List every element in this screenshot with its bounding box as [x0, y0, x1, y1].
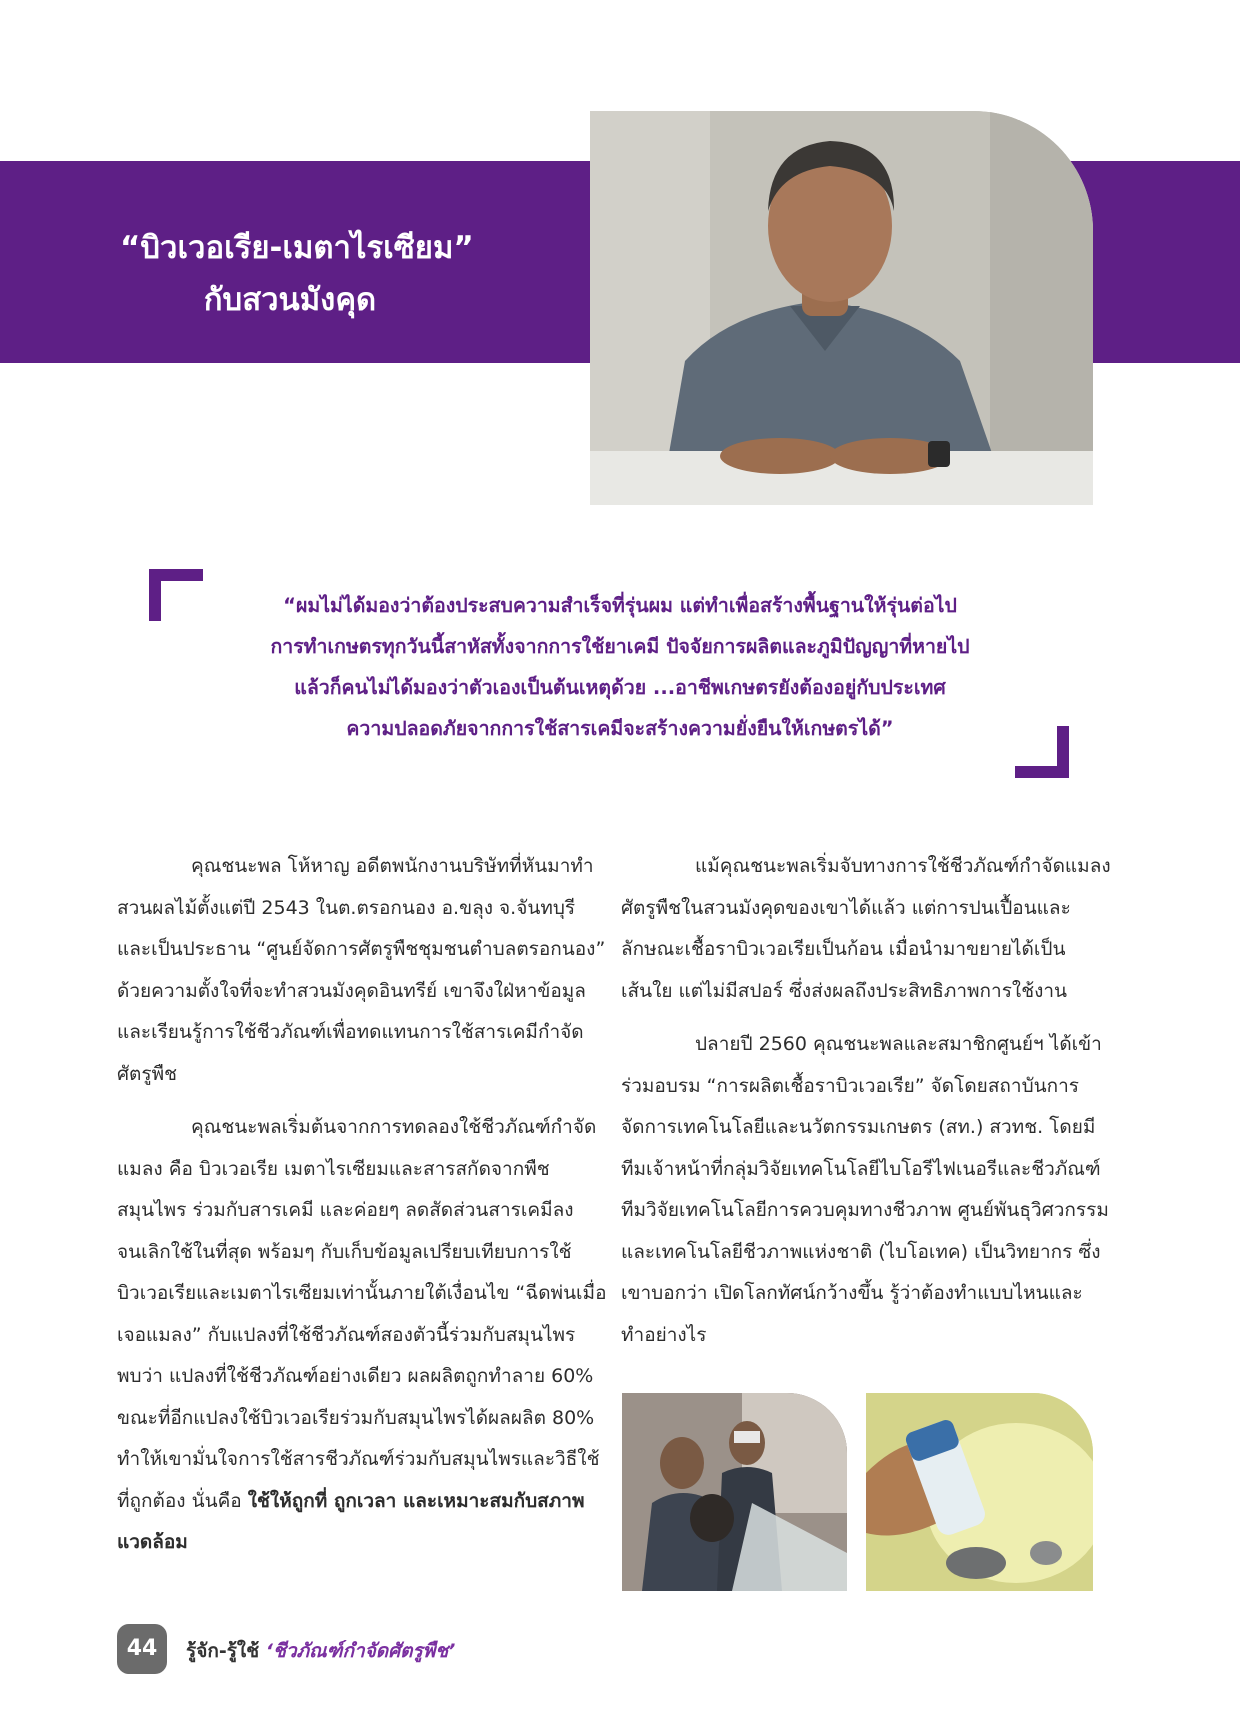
text-line: ด้วยความตั้งใจที่จะทำสวนมังคุดอินทรีย์ เขาจึงใฝ่หาข้อมูล [117, 979, 586, 1002]
text-line: แมลง คือ บิวเวอเรีย เมตาไรเซียมและสารสกัดจากพืช [117, 1157, 550, 1180]
text-line: ทำอย่างไร [621, 1323, 707, 1346]
quote-line: การทำเกษตรทุกวันนี้สาหัสทั้งจากการใช้ยาเคมี ปัจจัยการผลิตและภูมิปัญญาที่หายไป [270, 635, 970, 658]
portrait-photo [590, 111, 1093, 505]
title-line: กับสวนมังคุด [203, 282, 377, 318]
text-line [117, 1522, 592, 1564]
title-line: “บิวเวอเรีย-เมตาไรเซียม” [120, 230, 474, 266]
text-line: คุณชนะพล โห้หาญ อดีตพนักงานบริษัทที่หันมาทำ [191, 855, 594, 877]
text-bold: ใช้ให้ถูกที่ ถูกเวลา และเหมาะสมกับสภาพ [247, 1489, 585, 1512]
paragraph [621, 1024, 1109, 1356]
series-text: รู้จัก-รู้ใช้ [186, 1640, 266, 1662]
text-line: ปลายปี 2560 คุณชนะพลและสมาชิกศูนย์ฯ ได้เข้า [695, 1033, 1102, 1055]
text-line: เขาบอกว่า เปิดโลกทัศน์กว้างขึ้น รู้ว่าต้องทำแบบไหนและ [621, 1282, 1083, 1304]
text-line: เจอแมลง” กับแปลงที่ใช้ชีวภัณฑ์สองตัวนี้ร่วมกับสมุนไพร [117, 1323, 576, 1346]
text-line [117, 1481, 592, 1523]
text-line: ลักษณะเชื้อราบิวเวอเรียเป็นก้อน เมื่อนำมาขยายได้เป็น [621, 938, 1066, 960]
lab-photo [622, 1393, 847, 1591]
text-line: จนเลิกใช้ในที่สุด พร้อมๆ กับเก็บข้อมูลเปรียบเทียบการใช้ [117, 1240, 572, 1263]
text-line: แม้คุณชนะพลเริ่มจับทางการใช้ชีวภัณฑ์กำจัดแมลง [695, 855, 1111, 877]
paragraph [117, 846, 606, 1095]
text-line: และเรียนรู้การใช้ชีวภัณฑ์เพื่อทดแทนการใช้สารเคมีกำจัด [117, 1021, 584, 1043]
text-line: ศัตรูพืช [117, 1062, 178, 1085]
text-line: บิวเวอเรียและเมตาไรเซียมเท่านั้นภายใต้เงื่อนไข “ฉีดพ่นเมื่อ [117, 1282, 607, 1304]
text-bold: แวดล้อม [117, 1531, 188, 1553]
text-line: ทีมวิจัยเทคโนโลยีการควบคุมทางชีวภาพ ศูนย์พันธุวิศวกรรม [621, 1199, 1109, 1221]
page-title [120, 222, 474, 326]
text-line: เส้นใย แต่ไม่มีสปอร์ ซึ่งส่งผลถึงประสิทธิภาพการใช้งาน [621, 979, 1068, 1002]
text-line: พบว่า แปลงที่ใช้ชีวภัณฑ์อย่างเดียว ผลผลิตถูกทำลาย 60% [117, 1365, 594, 1387]
quote-line: ความปลอดภัยจากการใช้สารเคมีจะสร้างความยั่งยืนให้เกษตรได้” [346, 717, 894, 740]
text-line: และเป็นประธาน “ศูนย์จัดการศัตรูพืชชุมชนตำบลตรอกนอง” [117, 938, 606, 960]
quote-close-bracket [1015, 726, 1069, 778]
left-column [117, 846, 607, 1576]
text-line: ทีมเจ้าหน้าที่กลุ่มวิจัยเทคโนโลยีไบโอรีไฟเนอรีและชีวภัณฑ์ [621, 1157, 1101, 1180]
quote-line: “ผมไม่ได้มองว่าต้องประสบความสำเร็จที่รุ่นผม แต่ทำเพื่อสร้างพื้นฐานให้รุ่นต่อไป [283, 594, 957, 617]
portrait-illustration [590, 111, 1093, 505]
text-line: ทำให้เขามั่นใจการใช้สารชีวภัณฑ์ร่วมกับสมุนไพรและวิธีใช้ [117, 1448, 600, 1470]
text-line: คุณชนะพลเริ่มต้นจากการทดลองใช้ชีวภัณฑ์กำจัด [191, 1116, 597, 1138]
text-line: และเทคโนโลยีชีวภาพแห่งชาติ (ไบโอเทค) เป็นวิทยากร ซึ่ง [621, 1240, 1101, 1263]
quote-line: แล้วก็คนไม่ได้มองว่าตัวเองเป็นต้นเหตุด้วย ...อาชีพเกษตรยังต้องอยู่กับประเทศ [294, 676, 946, 699]
paragraph [117, 1107, 607, 1564]
page-number-badge: 44 [117, 1624, 167, 1674]
jar-illustration [866, 1393, 1093, 1591]
text-line: สวนผลไม้ตั้งแต่ปี 2543 ในต.ตรอกนอง อ.ขลุง จ.จันทบุรี [117, 896, 576, 919]
footer-series-title [186, 1636, 455, 1666]
text-line: ร่วมอบรม “การผลิตเชื้อราบิวเวอเรีย” จัดโดยสถาบันการ [621, 1074, 1080, 1097]
text-plain: ที่ถูกต้อง นั่นคือ [117, 1489, 248, 1512]
text-line: ศัตรูพืชในสวนมังคุดของเขาได้แล้ว แต่การปนเปื้อนและ [621, 896, 1071, 919]
text-line: ขณะที่อีกแปลงใช้บิวเวอเรียร่วมกับสมุนไพรได้ผลผลิต 80% [117, 1406, 595, 1429]
pull-quote [190, 585, 1050, 749]
paragraph [621, 846, 1111, 1012]
text-line: จัดการเทคโนโลยีและนวัตกรรมเกษตร (สท.) สวทช. โดยมี [621, 1116, 1096, 1138]
lab-illustration [622, 1393, 847, 1591]
right-column [621, 846, 1111, 1368]
text-line: สมุนไพร ร่วมกับสารเคมี และค่อยๆ ลดสัดส่วนสารเคมีลง [117, 1199, 574, 1221]
series-accent: ‘ชีวภัณฑ์กำจัดศัตรูพืช’ [265, 1640, 456, 1662]
culture-jar-photo [866, 1393, 1093, 1591]
